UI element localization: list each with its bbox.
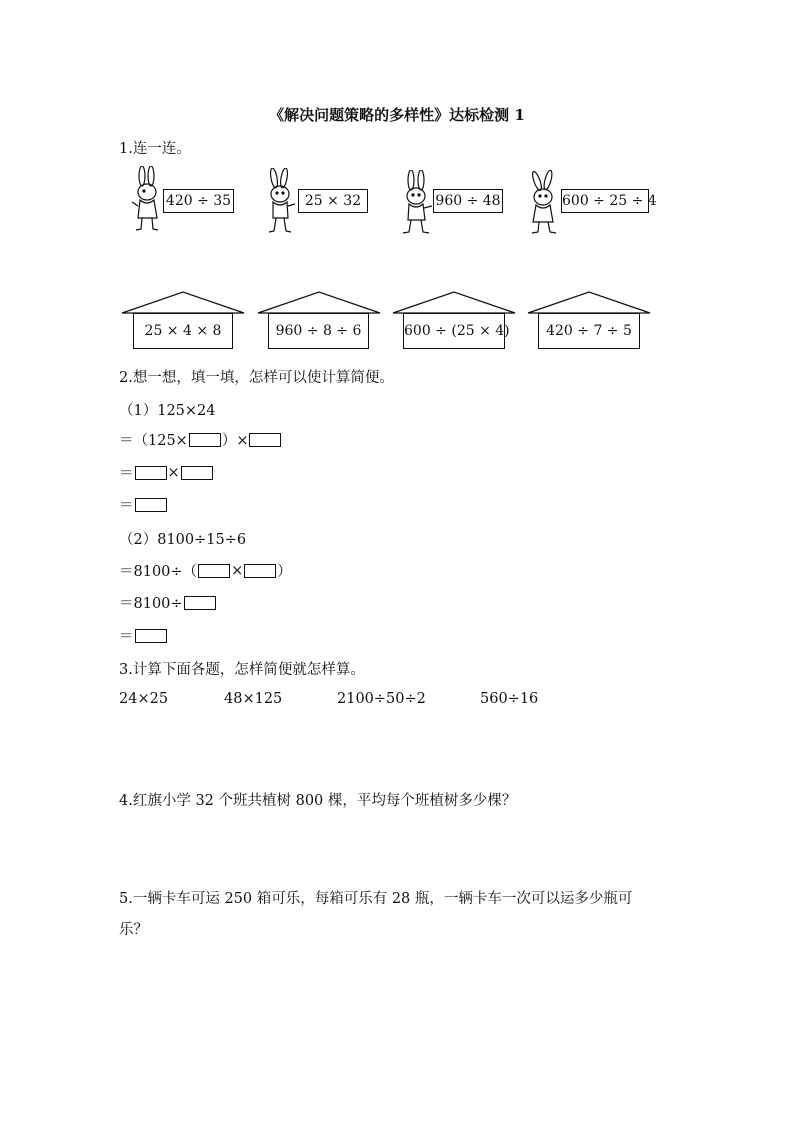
calc-item: 48×125	[224, 691, 283, 707]
q2-part1-step1	[119, 429, 282, 450]
q2-part2-expression: （2）8100÷15÷6	[119, 532, 247, 548]
question-3-label: 3.计算下面各题，怎样简便就怎样算。	[119, 662, 365, 678]
question-1-label: 1.连一连。	[119, 141, 191, 157]
answer-blank[interactable]	[135, 629, 167, 643]
rabbit-icon	[130, 166, 166, 240]
q2-part2-step1	[119, 560, 292, 581]
question-4-label: 4.红旗小学 32 个班共植树 800 棵，平均每个班植树多少棵？	[119, 793, 517, 809]
answer-blank[interactable]	[244, 564, 276, 578]
rabbit-icon	[264, 168, 298, 242]
q2-part1-step2	[119, 462, 214, 483]
q2-part2-step2	[119, 592, 217, 613]
q2-part2-step1-text-b: ×	[231, 562, 244, 579]
q2-part2-step1-text-a: ＝8100÷（	[119, 564, 198, 580]
calc-item: 560÷16	[480, 691, 539, 707]
house-expression-2[interactable]: 960 ÷ 8 ÷ 6	[268, 313, 369, 349]
house-expression-4[interactable]: 420 ÷ 7 ÷ 5	[538, 313, 640, 349]
house-expression-3[interactable]: 600 ÷ (25 × 4)	[403, 313, 505, 349]
answer-blank[interactable]	[189, 433, 221, 447]
answer-blank[interactable]	[135, 466, 167, 480]
q2-part2-step2-text-a: ＝8100÷	[119, 596, 183, 612]
q2-part2-step3	[119, 625, 168, 646]
answer-blank[interactable]	[135, 498, 167, 512]
answer-blank[interactable]	[184, 596, 216, 610]
calc-item: 2100÷50÷2	[337, 691, 426, 707]
calc-item: 24×25	[119, 691, 169, 707]
question-2-label: 2.想一想，填一填，怎样可以使计算简便。	[119, 370, 394, 386]
rabbit-expression-1[interactable]: 420 ÷ 35	[163, 189, 234, 213]
answer-blank[interactable]	[198, 564, 230, 578]
house-expression-1[interactable]: 25 × 4 × 8	[133, 313, 233, 349]
question-5-line-1: 5.一辆卡车可运 250 箱可乐，每箱可乐有 28 瓶，一辆卡车一次可以运多少瓶可	[119, 891, 633, 907]
question-5-line-2: 乐？	[119, 922, 148, 938]
q2-part1-step3-text-a: ＝	[119, 498, 134, 514]
rabbit-expression-2[interactable]: 25 × 32	[298, 189, 368, 213]
page-title: 《解决问题策略的多样性》达标检测 1	[269, 106, 525, 124]
q2-part1-step1-text-b: ）×	[221, 433, 249, 449]
rabbit-expression-3[interactable]: 960 ÷ 48	[433, 189, 503, 213]
answer-blank[interactable]	[181, 466, 213, 480]
answer-blank[interactable]	[249, 433, 281, 447]
q2-part2-step3-text-a: ＝	[119, 629, 134, 645]
q2-part1-step2-text-b: ×	[167, 464, 180, 481]
q2-part1-step1-text-a: ＝（125×	[119, 433, 188, 449]
rabbit-expression-4[interactable]: 600 ÷ 25 ÷ 4	[561, 189, 649, 213]
q2-part1-step2-text-a: ＝	[119, 466, 134, 482]
rabbit-icon	[526, 170, 562, 242]
q2-part1-expression: （1）125×24	[119, 403, 216, 419]
rabbit-icon	[400, 170, 434, 242]
q2-part2-step1-text-c: ）	[277, 564, 292, 580]
q2-part1-step3	[119, 494, 168, 515]
